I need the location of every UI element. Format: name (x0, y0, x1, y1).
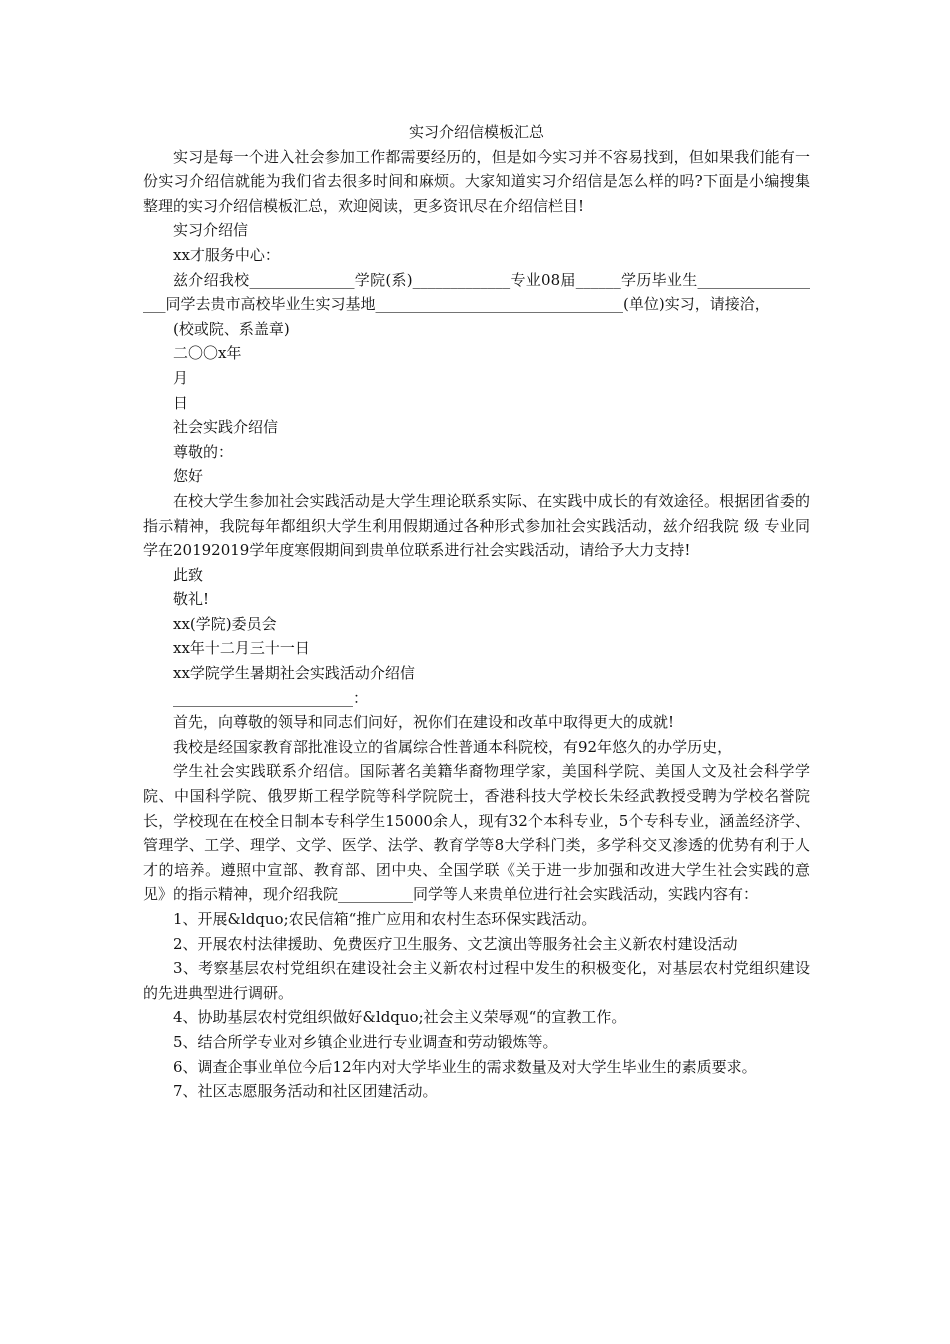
practice-item-1: 1、开展&ldquo;农民信箱“推广应用和农村生态环保实践活动。 (173, 910, 597, 928)
date-year: 二〇〇x年 (173, 344, 242, 363)
practice-item-5: 5、结合所学专业对乡镇企业进行专业调查和劳动锻炼等。 (173, 1032, 558, 1051)
practice-item-2: 2、开展农村法律援助、免费医疗卫生服务、文艺演出等服务社会主义新农村建设活动 (173, 934, 738, 953)
document-title: 实习介绍信模板汇总 (408, 123, 544, 141)
addressee-blank-line: ________________________： (173, 688, 369, 707)
intro-paragraph: 实习是每一个进入社会参加工作都需要经历的，但是如今实习并不容易找到，但如果我们能有一份实习介绍信就能为我们省去很多时间和麻烦。大家知道实习介绍信是怎么样的吗?下面是小编搜集整理的实习介绍信模板汇总，欢迎阅读，更多资讯尽在介绍信栏目! (143, 147, 810, 215)
opening-greeting-paragraph: 首先，向尊敬的领导和同志们问好，祝你们在建设和改革中取得更大的成就! (173, 713, 675, 732)
salutation: 尊敬的： (173, 442, 234, 461)
date-month: 月 (173, 368, 189, 387)
section-heading-internship-letter: 实习介绍信 (173, 221, 249, 240)
school-details-paragraph: 学生社会实践联系介绍信。国际著名美籍华裔物理学家，美国科学院、美国人文及社会科学学院、中国科学院、俄罗斯工程学院等科学院院士，香港科技大学校长朱经武教授受聘为学校名誉院长，学校现在在校全日制本专科学生15000余人，现有32个本科专业，5个专科专业，涵盖经济学、管理学、工学、理学、文学、医学、法学、教育学等8大学科门类，多学科交叉渗透的优势有利于人才的培养。遵照中宣部、教育部、团中央、全国学联《关于进一步加强和改进大学生社会实践的意见》的指示精神，现介绍我院__________同学等人来贵单位进行社会实践活动，实践内容有： (143, 762, 810, 904)
section-heading-social-practice-letter: 社会实践介绍信 (173, 418, 279, 437)
letter-body-paragraph: 兹介绍我校______________学院(系)_____________专业08届______学历毕业生__________________同学去贵市高校毕业生实习基地_________________________________(单位)实习，请接洽， (143, 270, 810, 314)
section-heading-summer-practice-letter: xx学院学生暑期社会实践活动介绍信 (173, 664, 415, 683)
closing-regards: 敬礼! (173, 590, 210, 609)
date-day: 日 (173, 393, 189, 412)
greeting: 您好 (173, 467, 204, 486)
practice-item-3: 3、考察基层农村党组织在建设社会主义新农村过程中发生的积极变化，对基层农村党组织建设的先进典型进行调研。 (143, 959, 810, 1002)
signature-committee: xx(学院)委员会 (173, 614, 277, 633)
practice-item-7: 7、社区志愿服务活动和社区团建活动。 (173, 1082, 438, 1101)
social-practice-body-paragraph: 在校大学生参加社会实践活动是大学生理论联系实际、在实践中成长的有效途径。根据团省委的指示精神，我院每年都组织大学生利用假期通过各种形式参加社会实践活动，兹介绍我院 级 专业同学在20192019学年度寒假期间到贵单位联系进行社会实践活动，请给予大力支持! (143, 491, 810, 560)
practice-item-4: 4、协助基层农村党组织做好&ldquo;社会主义荣辱观“的宣教工作。 (173, 1008, 627, 1027)
school-intro-paragraph: 我校是经国家教育部批准设立的省属综合性普通本科院校，有92年悠久的办学历史， (173, 737, 733, 756)
document-page (143, 120, 810, 1104)
recipient-line: xx才服务中心： (173, 245, 280, 264)
closing-line: 此致 (173, 565, 204, 584)
signature-date: xx年十二月三十一日 (173, 639, 310, 658)
seal-note: (校或院、系盖章) (173, 319, 290, 338)
practice-item-6: 6、调查企事业单位今后12年内对大学毕业生的需求数量及对大学生毕业生的素质要求。 (173, 1057, 757, 1076)
